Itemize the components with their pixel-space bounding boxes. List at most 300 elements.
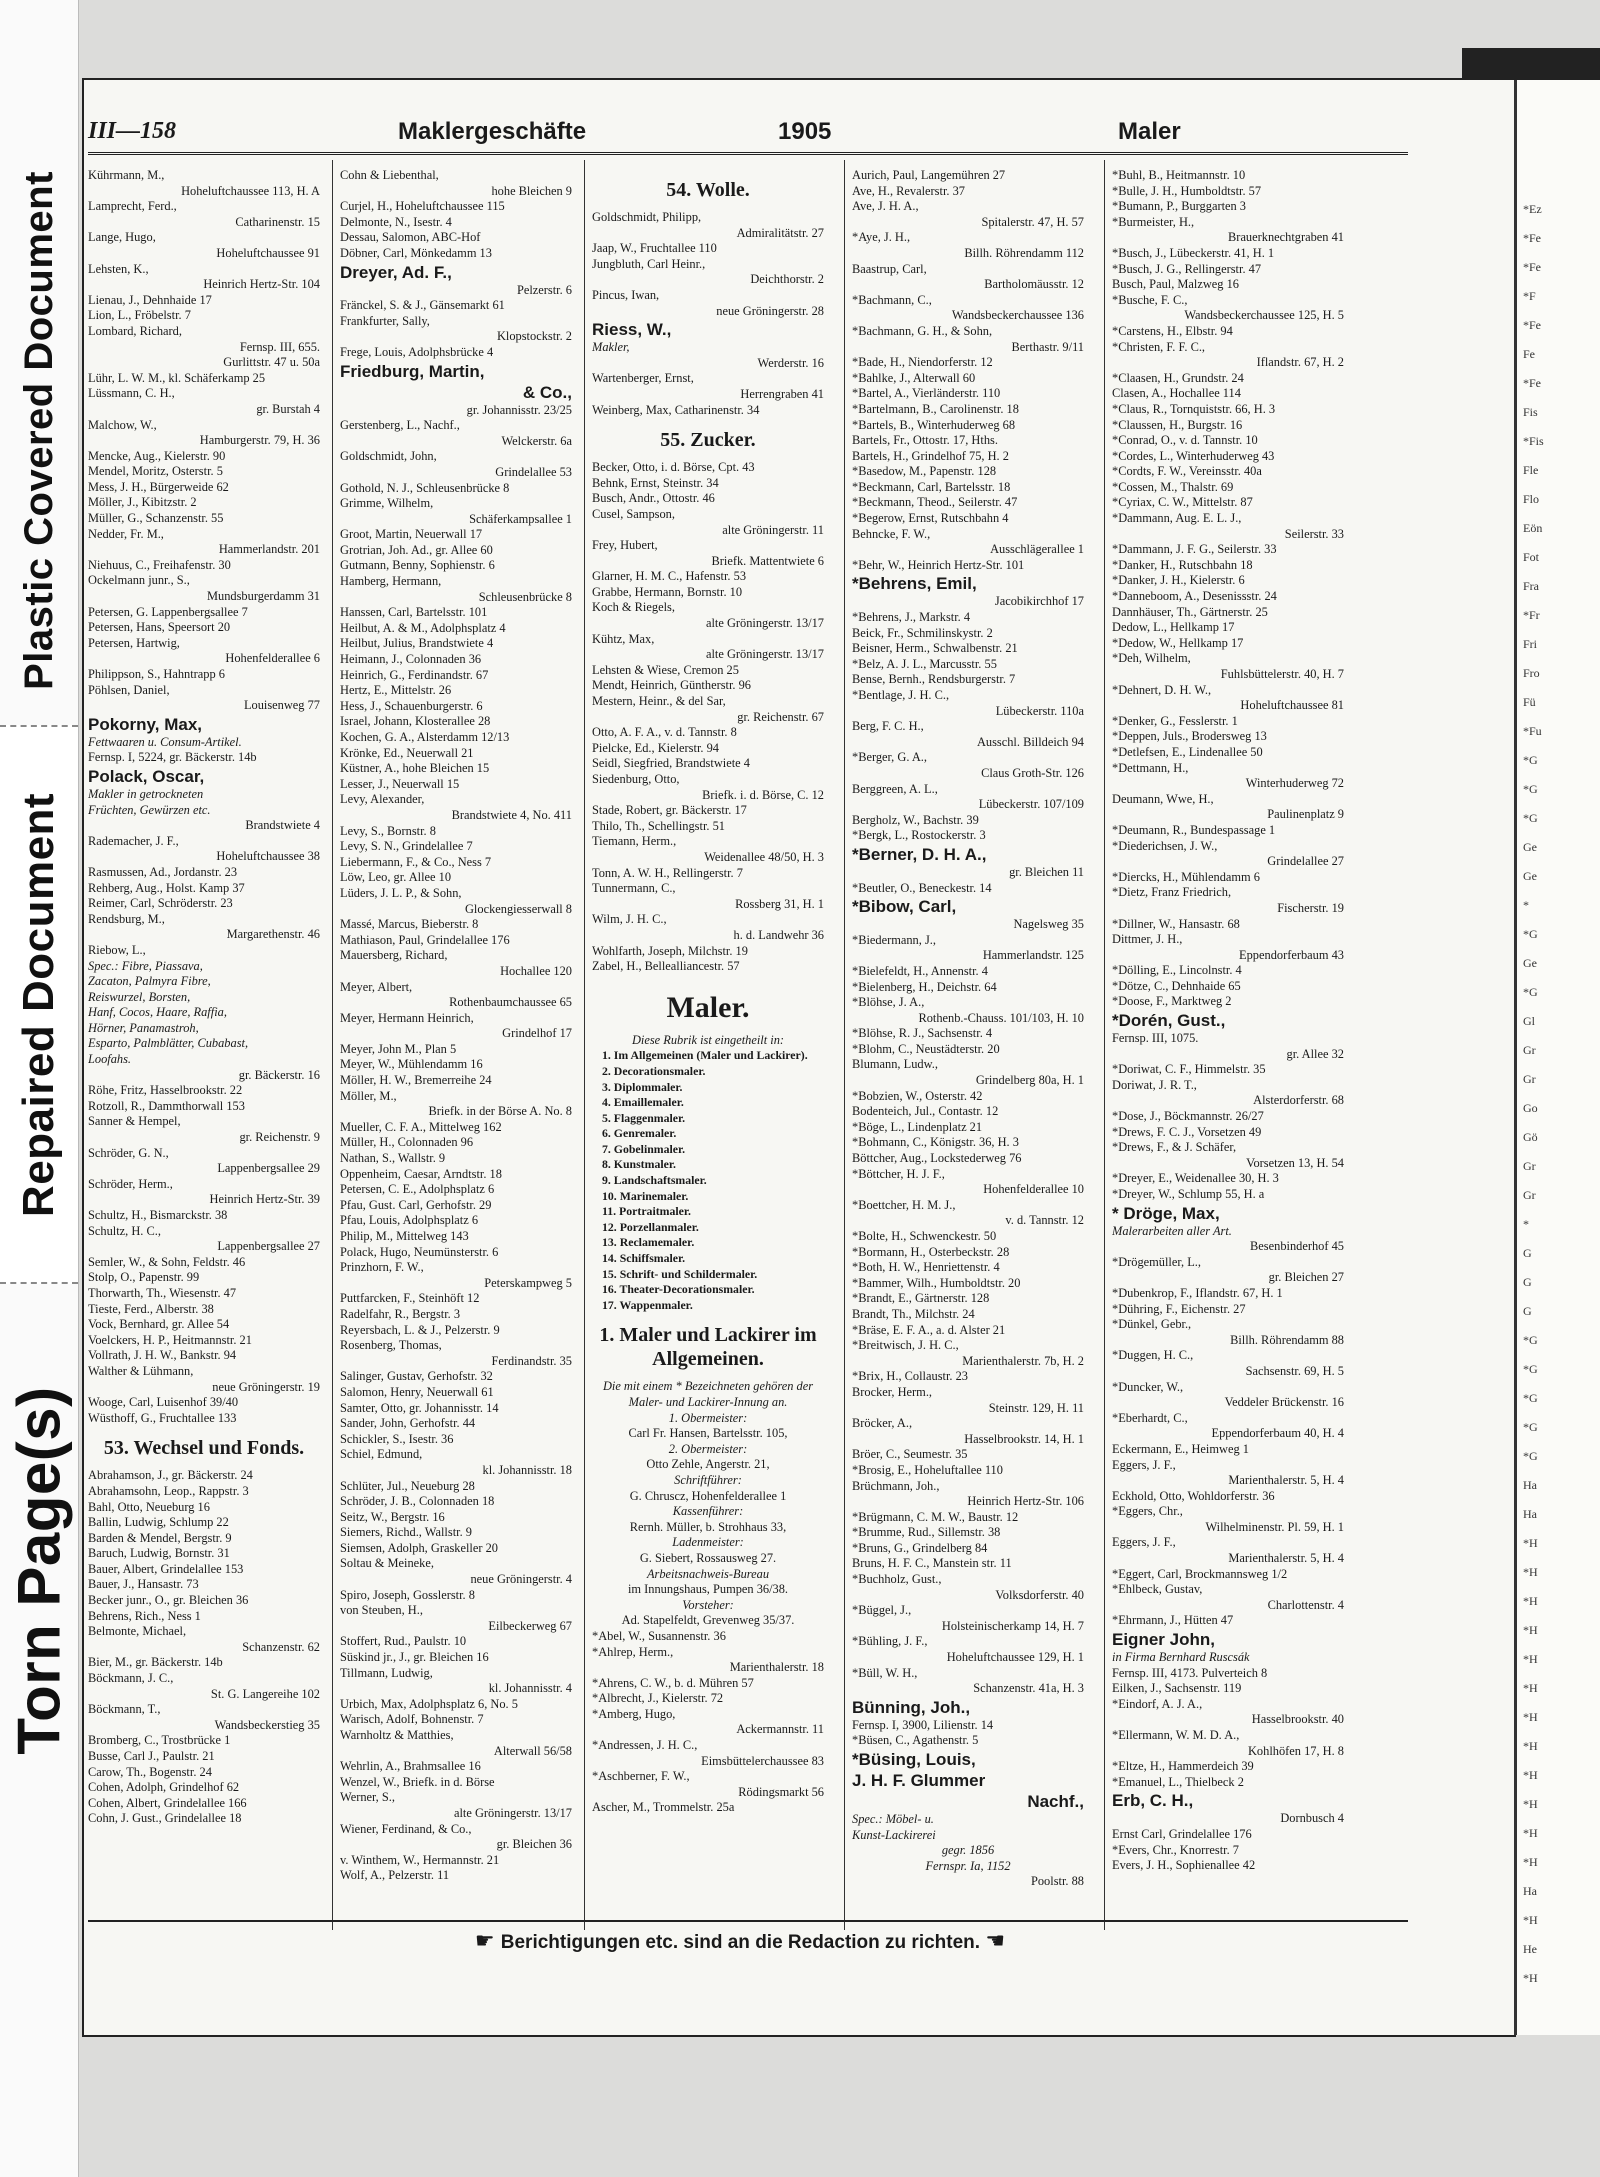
- listing-line: Eggers, J. F.,: [1112, 1457, 1176, 1472]
- listing-line: Böttcher, Aug., Lockstederweg 76: [852, 1151, 1022, 1166]
- listing-line: Hanssen, Carl, Bartelsstr. 101: [340, 605, 488, 620]
- listing-line: Hasselbrookstr. 40: [1251, 1712, 1344, 1727]
- listing-line: Rothenbaumchaussee 65: [449, 995, 572, 1010]
- listing-line: *Dehnert, D. H. W.,: [1112, 682, 1212, 697]
- listing-line: *Bentlage, J. H. C.,: [852, 688, 950, 702]
- listing-line: Wüsthoff, G., Fruchtallee 133: [88, 1410, 237, 1425]
- listing-line: Busch, Paul, Malzweg 16: [1112, 277, 1239, 292]
- listing-line: Bartels, Fr., Ottostr. 17, Hths.: [852, 433, 998, 448]
- listing-line: Nedder, Fr. M.,: [88, 526, 164, 541]
- column-1: [88, 168, 320, 1923]
- listing-line: *Claussen, H., Burgstr. 16: [1112, 417, 1243, 432]
- listing-line: Vock, Bernhard, gr. Allee 54: [88, 1317, 230, 1332]
- adjacent-page-fragment: *Fe: [1523, 231, 1541, 245]
- adjacent-page-fragment: *Ez: [1523, 202, 1542, 216]
- listing-line: Semler, W., & Sohn, Feldstr. 46: [88, 1254, 246, 1269]
- listing-line: Mauersberg, Richard,: [340, 948, 448, 963]
- listing-line: Tunnermann, C.,: [592, 881, 676, 896]
- listing-line: *Duggen, H. C.,: [1112, 1348, 1194, 1363]
- adjacent-page-fragment: *G: [1523, 985, 1538, 999]
- listing-line: *Bräse, E. F. A., a. d. Alster 21: [852, 1322, 1006, 1337]
- listing-line: Hoheluftchaussee 91: [216, 245, 320, 260]
- listing-line: Niehuus, C., Freihafenstr. 30: [88, 557, 231, 572]
- listing-line: *Dötze, C., Dehnhaide 65: [1112, 978, 1241, 993]
- adjacent-page-fragment: *G: [1523, 1391, 1538, 1405]
- listing-line: *Bartels, B., Winterhuderweg 68: [852, 417, 1016, 432]
- adjacent-page-fragment: G: [1523, 1246, 1532, 1260]
- listing-line: Nagelsweg 35: [1013, 917, 1084, 932]
- listing-line: *Aye, J. H.,: [852, 230, 911, 245]
- footer-rule: [88, 1920, 1408, 1922]
- adjacent-page-fragment: Fe: [1523, 347, 1535, 361]
- listing-line: Weidenallee 48/50, H. 3: [704, 849, 824, 864]
- footer-text: Berichtigungen etc. sind an die Redaction zu richten.: [500, 1932, 981, 1953]
- listing-line: Sachsenstr. 69, H. 5: [1245, 1363, 1344, 1378]
- listing-line: *Bachmann, G. H., & Sohn,: [852, 323, 993, 338]
- listing-line: *Buhl, B., Heitmannstr. 10: [1112, 168, 1246, 182]
- listing-line: Catharinenstr. 15: [235, 214, 320, 229]
- listing-line: Hammerlandstr. 201: [218, 542, 320, 557]
- adjacent-page-fragment: *H: [1523, 1768, 1538, 1782]
- listing-line: Brocker, Herm.,: [852, 1384, 933, 1399]
- listing-line: Briefk. i. d. Börse, C. 12: [702, 787, 824, 802]
- listing-line: Ackermannstr. 11: [736, 1722, 824, 1737]
- listing-line: Lesser, J., Neuerwall 15: [340, 776, 460, 791]
- listing-line: Busse, Carl J., Paulstr. 21: [88, 1749, 215, 1763]
- officer-line: Carl Fr. Hansen, Bartelsstr. 105,: [628, 1426, 788, 1441]
- adjacent-page-fragment: Gr: [1523, 1159, 1536, 1173]
- listing-line: Küstner, A., hohe Bleichen 15: [340, 761, 490, 776]
- listing-line: Brüchmann, Joh.,: [852, 1478, 940, 1493]
- highlighted-listing: Nachf.,: [1027, 1792, 1084, 1811]
- listing-line: Briefk. Mattentwiete 6: [711, 553, 824, 568]
- category-list-item: 14. Schiffsmaler.: [602, 1251, 686, 1266]
- listing-line: alte Gröningerstr. 11: [722, 522, 824, 537]
- listing-line: Bense, Bernh., Rendsburgerstr. 7: [852, 672, 1016, 687]
- listing-line: *Emanuel, L., Thielbeck 2: [1112, 1774, 1244, 1789]
- repaired-document-text: Repaired Document: [14, 792, 64, 1217]
- listing-line: Bröcker, A.,: [852, 1416, 913, 1431]
- listing-line: Hamberg, Hermann,: [340, 574, 442, 589]
- category-list-item: 2. Decorationsmaler.: [602, 1063, 706, 1078]
- listing-line: *Bade, H., Niendorferstr. 12: [852, 355, 993, 370]
- listing-line: *Brügmann, C. M. W., Baustr. 12: [852, 1509, 1019, 1524]
- adjacent-page-fragment: *Fe: [1523, 318, 1541, 332]
- listing-line: *Aschberner, F. W.,: [592, 1769, 690, 1784]
- listing-line: Fernsp. III, 4173. Pulverteich 8: [1112, 1665, 1268, 1680]
- listing-line: *Brix, H., Collaustr. 23: [852, 1369, 968, 1384]
- listing-line: *Eggers, Chr.,: [1112, 1504, 1183, 1519]
- listing-line: Bahl, Otto, Neueburg 16: [88, 1499, 210, 1514]
- listing-line: Malchow, W.,: [88, 417, 157, 432]
- listing-line: *Berger, G. A.,: [852, 750, 927, 765]
- adjacent-page-fragment: *H: [1523, 1681, 1538, 1695]
- listing-line: Baruch, Ludwig, Bornstr. 31: [88, 1546, 230, 1561]
- footer-notice: [290, 1928, 1190, 1958]
- adjacent-page-fragment: Fü: [1523, 695, 1536, 709]
- listing-line: Pelzerstr. 6: [516, 282, 572, 297]
- listing-line: Brandstwiete 4, No. 411: [451, 807, 572, 822]
- officer-line: G. Chruscz, Hohenfelderallee 1: [629, 1488, 787, 1503]
- listing-line: gr. Bäckerstr. 16: [238, 1067, 320, 1082]
- adjacent-page-fragment: *G: [1523, 1420, 1538, 1434]
- listing-line: *Böttcher, H. J. F.,: [852, 1166, 945, 1181]
- adjacent-page-fragment: Fot: [1523, 550, 1540, 564]
- listing-line: Wenzel, W., Briefk. in d. Börse: [340, 1774, 495, 1789]
- listing-line: Beisner, Herm., Schwalbenstr. 21: [852, 641, 1018, 656]
- listing-line: Berggreen, A. L.,: [852, 781, 938, 796]
- listing-line: Grindelallee 53: [495, 464, 572, 479]
- adjacent-page-fragment: *H: [1523, 1565, 1538, 1579]
- listing-line: Ballin, Ludwig, Schlump 22: [88, 1515, 229, 1530]
- listing-line: Deumann, Wwe, H.,: [1112, 791, 1214, 806]
- listing-line: Grindelhof 17: [502, 1026, 572, 1041]
- section-heading: 53. Wechsel und Fonds.: [103, 1437, 305, 1460]
- listing-line: Schiel, Edmund,: [340, 1447, 423, 1462]
- listing-line: Berg, F. C. H.,: [852, 719, 924, 734]
- listing-line: *Eggert, Carl, Brockmannsweg 1/2: [1112, 1566, 1288, 1581]
- listing-line: *Ehlbeck, Gustav,: [1112, 1582, 1203, 1597]
- listing-line: *Denker, G., Fesslerstr. 1: [1112, 713, 1238, 728]
- listing-line: Reyersbach, L. & J., Pelzerstr. 9: [340, 1322, 500, 1337]
- listing-line: Volksdorferstr. 40: [995, 1587, 1084, 1602]
- listing-line: Massé, Marcus, Bieberstr. 8: [340, 917, 479, 932]
- listing-line: Aurich, Paul, Langemühren 27: [852, 168, 1006, 182]
- listing-line: Petersen, Hans, Speersort 20: [88, 620, 231, 635]
- trade-section-heading: Maler.: [666, 990, 750, 1024]
- adjacent-page-fragment: Fle: [1523, 463, 1539, 477]
- listing-line: *Ehrmann, J., Hütten 47: [1112, 1613, 1234, 1628]
- listing-line: *Albrecht, J., Kielerstr. 72: [592, 1691, 724, 1706]
- listing-line: *Bergk, L., Rostockerstr. 3: [852, 828, 986, 843]
- listing-line: *Drews, F. C. J., Vorsetzen 49: [1112, 1124, 1262, 1139]
- torn-pages-label: [0, 1310, 78, 1830]
- listing-line: Müller, G., Schanzenstr. 55: [88, 511, 224, 526]
- listing-line: Israel, Johann, Klosterallee 28: [340, 714, 491, 729]
- torn-pages-text: Torn Page(s): [5, 1385, 73, 1755]
- note-line: 1. Obermeister:: [668, 1410, 748, 1425]
- listing-line: Polack, Hugo, Neumünsterstr. 6: [340, 1244, 499, 1259]
- listing-line: Urbich, Max, Adolphsplatz 6, No. 5: [340, 1696, 518, 1711]
- highlighted-listing: *Büsing, Louis,: [852, 1750, 976, 1769]
- listing-line: *Beckmann, Theod., Seilerstr. 47: [852, 495, 1018, 510]
- listing-line: Levy, S. N., Grindelallee 7: [340, 839, 473, 854]
- listing-line: Lombard, Richard,: [88, 323, 182, 338]
- adjacent-page-fragment: *H: [1523, 1855, 1538, 1869]
- listing-line: Sander, John, Gerhofstr. 44: [340, 1416, 476, 1431]
- listing-line: Thorwarth, Th., Wiesenstr. 47: [88, 1285, 237, 1300]
- listing-line: Heilbut, Julius, Brandstwiete 4: [340, 636, 494, 651]
- listing-line: Jungbluth, Carl Heinr.,: [592, 256, 706, 271]
- listing-line: Abrahamson, J., gr. Bäckerstr. 24: [88, 1468, 253, 1483]
- adjacent-page-fragment: *Fis: [1523, 434, 1544, 448]
- listing-line: Rödingsmarkt 56: [738, 1784, 824, 1799]
- adjacent-page-fragment: Gl: [1523, 1014, 1535, 1028]
- listing-line: Bruns, H. F. C., Manstein str. 11: [852, 1556, 1012, 1571]
- category-list-item: 3. Diplommaler.: [602, 1079, 683, 1094]
- plastic-covered-label: [0, 160, 78, 700]
- listing-line: alte Gröningerstr. 13/17: [705, 616, 824, 631]
- listing-line: Rehberg, Aug., Holst. Kamp 37: [88, 880, 245, 895]
- listing-line: *Ahlrep, Herm.,: [592, 1644, 674, 1659]
- listing-line: Fernsp. I, 3900, Lilienstr. 14: [852, 1717, 994, 1732]
- listing-line: *Drögemüller, L.,: [1112, 1254, 1201, 1269]
- listing-line: Tieste, Ferd., Alberstr. 38: [88, 1301, 214, 1316]
- adjacent-page-fragment: G: [1523, 1304, 1532, 1318]
- listing-line: Mestern, Heinr., & del Sar,: [592, 694, 726, 709]
- listing-line: Soltau & Meineke,: [340, 1556, 434, 1571]
- adjacent-page-fragment: *H: [1523, 1739, 1538, 1753]
- listing-line: *Dedow, W., Hellkamp 17: [1112, 635, 1244, 650]
- listing-line: Holsteinischerkamp 14, H. 7: [941, 1618, 1084, 1633]
- adjacent-page-fragment: *G: [1523, 782, 1538, 796]
- adjacent-page-fragment: Gr: [1523, 1188, 1536, 1202]
- listing-line: Seilerstr. 33: [1284, 526, 1344, 541]
- listing-line: Tillmann, Ludwig,: [340, 1665, 433, 1680]
- listing-line: *Beckmann, Carl, Bartelsstr. 18: [852, 479, 1011, 494]
- listing-line: *Deh, Wilhelm,: [1112, 651, 1191, 666]
- listing-line: Groot, Martin, Neuerwall 17: [340, 527, 483, 542]
- listing-line: Petersen, Hartwig,: [88, 635, 180, 650]
- listing-line: Eckermann, E., Heimweg 1: [1112, 1441, 1249, 1456]
- listing-line: *Claus, R., Tornquiststr. 66, H. 3: [1112, 401, 1276, 416]
- listing-line: Bröer, C., Seumestr. 35: [852, 1447, 968, 1462]
- listing-line: Möller, H. W., Bremerreihe 24: [340, 1073, 492, 1088]
- highlighted-listing: Bünning, Joh.,: [852, 1697, 971, 1717]
- listing-line: Kührmann, M.,: [88, 168, 165, 182]
- note-line: 2. Obermeister:: [668, 1441, 748, 1456]
- listing-line: Glarner, H. M. C., Hafenstr. 53: [592, 569, 747, 584]
- listing-line: Meyer, Hermann Heinrich,: [340, 1010, 474, 1025]
- listing-line: *Bruns, G., Grindelberg 84: [852, 1540, 988, 1555]
- listing-line: Goldschmidt, Philipp,: [592, 210, 702, 224]
- listing-line: Werderstr. 16: [757, 355, 824, 370]
- listing-line: *Böge, L., Lindenplatz 21: [852, 1119, 983, 1134]
- listing-line: Grindelberg 80a, H. 1: [975, 1073, 1084, 1088]
- listing-line: Wolf, A., Pelzerstr. 11: [340, 1868, 450, 1883]
- listing-line: Hanf, Cocos, Haare, Raffia,: [88, 1005, 227, 1020]
- listing-line: Bergholz, W., Bachstr. 39: [852, 812, 979, 827]
- listing-line: Alterwall 56/58: [493, 1743, 572, 1758]
- listing-line: *Boettcher, H. M. J.,: [852, 1197, 956, 1212]
- adjacent-page-fragment: *H: [1523, 1594, 1538, 1608]
- category-list-item: 8. Kunstmaler.: [602, 1157, 676, 1172]
- listing-line: Makler in getrockneten: [88, 786, 204, 801]
- listing-line: Rothenb.-Chauss. 101/103, H. 10: [918, 1010, 1084, 1025]
- listing-line: Vorsetzen 13, H. 54: [1246, 1155, 1344, 1170]
- adjacent-page-edge: [1514, 80, 1600, 2035]
- adjacent-page-fragment: Gr: [1523, 1043, 1536, 1057]
- listing-line: Lübeckerstr. 110a: [995, 703, 1084, 718]
- listing-line: *Both, H. W., Henriettenstr. 4: [852, 1260, 1000, 1275]
- note-line: gegr. 1856: [941, 1843, 995, 1858]
- adjacent-page-fragment: Fra: [1523, 579, 1539, 593]
- officer-line: im Innungshaus, Pumpen 36/38.: [627, 1582, 789, 1597]
- adjacent-page-fragment: *H: [1523, 1623, 1538, 1637]
- column-divider: [332, 160, 333, 1930]
- listing-line: Mencke, Aug., Kielerstr. 90: [88, 448, 226, 463]
- listing-line: *Cyriax, C. W., Mittelstr. 87: [1112, 495, 1253, 510]
- listing-line: Hohenfelderallee 6: [225, 651, 320, 666]
- listing-line: Eppendorferbaum 40, H. 4: [1211, 1426, 1344, 1441]
- listing-line: *Behr, W., Heinrich Hertz-Str. 101: [852, 557, 1025, 572]
- listing-line: Margarethenstr. 46: [226, 927, 320, 942]
- category-list-item: 4. Emaillemaler.: [602, 1095, 684, 1110]
- listing-line: *Bohmann, C., Königstr. 36, H. 3: [852, 1135, 1019, 1150]
- listing-line: Samter, Otto, gr. Johannisstr. 14: [340, 1400, 499, 1415]
- section-heading: 1. Maler und Lackirer im Allgemeinen.: [599, 1324, 817, 1371]
- listing-line: Grotrian, Joh. Ad., gr. Allee 60: [340, 542, 493, 557]
- listing-line: Döbner, Carl, Mönkedamm 13: [340, 245, 492, 260]
- listing-line: Kühtz, Max,: [592, 631, 655, 646]
- listing-line: Spitalerstr. 47, H. 57: [981, 214, 1084, 229]
- listing-line: Heinrich Hertz-Str. 104: [203, 277, 320, 292]
- page-header: [88, 112, 1408, 155]
- listing-line: *Diederichsen, J. W.,: [1112, 838, 1218, 853]
- adjacent-page-fragment: Ha: [1523, 1507, 1537, 1521]
- listing-line: Walther & Lühmann,: [88, 1363, 194, 1378]
- listing-line: Petersen, G. Lappenbergsallee 7: [88, 604, 248, 619]
- listing-line: *Blöhse, J. A.,: [852, 995, 925, 1010]
- listing-line: Herrengraben 41: [740, 386, 824, 401]
- listing-line: Ave, H., Revalerstr. 37: [852, 183, 965, 198]
- listing-line: Bartholomäusstr. 12: [984, 277, 1084, 292]
- listing-line: gr. Bleichen 11: [1009, 864, 1084, 879]
- listing-line: Marienthalerstr. 5, H. 4: [1228, 1473, 1344, 1488]
- listing-line: Becker junr., O., gr. Bleichen 36: [88, 1593, 249, 1608]
- listing-line: *Basedow, M., Papenstr. 128: [852, 464, 997, 479]
- listing-line: gr. Bleichen 36: [496, 1837, 572, 1852]
- listing-line: Wooge, Carl, Luisenhof 39/40: [88, 1395, 239, 1410]
- listing-line: Cohn & Liebenthal,: [340, 168, 439, 182]
- adjacent-page-fragment: Gr: [1523, 1072, 1536, 1086]
- listing-line: *Andressen, J. H. C.,: [592, 1738, 698, 1753]
- listing-line: Schickler, S., Isestr. 36: [340, 1431, 454, 1446]
- listing-line: *Belz, A. J. L., Marcusstr. 55: [852, 656, 997, 671]
- adjacent-page-fragment: *G: [1523, 1449, 1538, 1463]
- listing-line: v. Winthem, W., Hermannstr. 21: [340, 1852, 500, 1867]
- listing-line: *Bammer, Wilh., Humboldtstr. 20: [852, 1275, 1021, 1290]
- listing-line: Fernsp. III, 1075.: [1112, 1031, 1199, 1046]
- listing-line: Lamprecht, Ferd.,: [88, 199, 177, 214]
- listing-line: Behrens, Rich., Ness 1: [88, 1608, 201, 1623]
- listing-line: Dessau, Salomon, ABC-Hof: [340, 230, 481, 245]
- listing-line: Frege, Louis, Adolphsbrücke 4: [340, 344, 494, 359]
- listing-line: Marienthalerstr. 18: [729, 1660, 824, 1675]
- listing-line: *Eberhardt, C.,: [1112, 1410, 1188, 1425]
- category-list-item: 12. Porzellanmaler.: [602, 1219, 699, 1234]
- highlighted-listing: Pokorny, Max,: [88, 714, 202, 734]
- listing-line: Spec.: Möbel- u.: [852, 1812, 934, 1826]
- listing-line: *Bolte, H., Schwenckestr. 50: [852, 1229, 997, 1243]
- listing-line: Schröder, G. N.,: [88, 1145, 169, 1160]
- adjacent-page-fragment: Ha: [1523, 1478, 1537, 1492]
- listing-line: Mathiason, Paul, Grindelallee 176: [340, 932, 510, 947]
- repaired-document-label: [0, 725, 78, 1284]
- listing-line: Mundsburgerdamm 31: [207, 589, 320, 604]
- adjacent-page-fragment: *H: [1523, 1652, 1538, 1666]
- officer-line: Otto Zehle, Angerstr. 21,: [646, 1457, 770, 1472]
- listing-line: *Burmeister, H.,: [1112, 214, 1195, 229]
- column-2: [340, 168, 572, 1923]
- listing-line: *Dammann, Aug. E. L. J.,: [1112, 511, 1242, 526]
- listing-line: gr. Allee 32: [1286, 1046, 1344, 1061]
- listing-line: Lange, Hugo,: [88, 230, 156, 245]
- listing-line: Blumann, Ludw.,: [852, 1057, 938, 1072]
- listing-line: Puttfarcken, F., Steinhöft 12: [340, 1291, 480, 1306]
- adjacent-page-fragment: *G: [1523, 927, 1538, 941]
- listing-line: Frey, Hubert,: [592, 538, 658, 553]
- listing-line: Siemsen, Adolph, Graskeller 20: [340, 1540, 498, 1555]
- listing-line: *Danneboom, A., Desenissstr. 24: [1112, 589, 1277, 604]
- listing-line: Briefk. in der Börse A. No. 8: [428, 1104, 572, 1119]
- listing-line: Delmonte, N., Isestr. 4: [340, 214, 452, 229]
- listing-line: Doriwat, J. R. T.,: [1112, 1077, 1197, 1092]
- listing-line: Kunst-Lackirerei: [852, 1827, 936, 1842]
- note-line: Arbeitsnachweis-Bureau: [646, 1566, 770, 1581]
- listing-line: *Behrens, J., Markstr. 4: [852, 610, 971, 625]
- listing-line: Kohlhöfen 17, H. 8: [1247, 1743, 1344, 1758]
- listing-line: Goldschmidt, John,: [340, 449, 437, 464]
- listing-line: Gerstenberg, L., Nachf.,: [340, 418, 460, 433]
- listing-line: Hochallee 120: [500, 963, 572, 978]
- listing-line: Winterhuderweg 72: [1245, 776, 1344, 791]
- listing-line: Heilbut, A. & M., Adolphsplatz 4: [340, 620, 506, 635]
- listing-line: Mendt, Heinrich, Güntherstr. 96: [592, 678, 751, 693]
- listing-line: *Abel, W., Susannenstr. 36: [592, 1628, 726, 1643]
- listing-line: *Cossen, M., Thalstr. 69: [1112, 479, 1234, 494]
- listing-line: Schäferkampsallee 1: [469, 511, 572, 526]
- note-line: Vorsteher:: [682, 1597, 734, 1612]
- officer-line: Rernh. Müller, b. Strohhaus 33,: [629, 1519, 787, 1534]
- adjacent-page-fragment: *H: [1523, 1536, 1538, 1550]
- listing-line: Ockelmann junr., S.,: [88, 573, 190, 588]
- listing-line: *Bielefeldt, H., Annenstr. 4: [852, 963, 988, 978]
- listing-line: Eggers, J. F.,: [1112, 1535, 1176, 1550]
- adjacent-page-fragment: *H: [1523, 1797, 1538, 1811]
- listing-line: Böckmann, T.,: [88, 1702, 161, 1717]
- listing-line: *Busch, J. G., Rellingerstr. 47: [1112, 261, 1262, 276]
- listing-line: Wohlfarth, Joseph, Milchstr. 19: [592, 943, 748, 958]
- listing-line: *Busch, J., Lübeckerstr. 41, H. 1: [1112, 245, 1275, 260]
- officer-line: G. Siebert, Rossausweg 27.: [639, 1550, 777, 1565]
- listing-line: *Dünkel, Gebr.,: [1112, 1317, 1192, 1332]
- adjacent-page-fragment: *Fe: [1523, 260, 1541, 274]
- listing-line: Poolstr. 88: [1030, 1874, 1084, 1889]
- listing-line: *Danker, J. H., Kielerstr. 6: [1112, 573, 1245, 588]
- listing-line: Besenbinderhof 45: [1250, 1239, 1344, 1254]
- listing-line: Fernsp. I, 5224, gr. Bäckerstr. 14b: [88, 750, 257, 765]
- listing-line: Löw, Leo, gr. Allee 10: [340, 870, 452, 885]
- listing-line: gr. Burstah 4: [256, 401, 320, 416]
- listing-line: *Drews, F., & J. Schäfer,: [1112, 1140, 1237, 1155]
- listing-line: Hess, J., Schauenburgerstr. 6: [340, 698, 483, 713]
- page-number: III—158: [88, 118, 177, 144]
- adjacent-page-fragment: *G: [1523, 1333, 1538, 1347]
- listing-line: Eckhold, Otto, Wohldorferstr. 36: [1112, 1488, 1275, 1503]
- listing-line: *Dreyer, W., Schlump 55, H. a: [1112, 1187, 1265, 1201]
- listing-line: Fernsp. III, 655.: [239, 339, 320, 354]
- listing-line: Mendel, Moritz, Osterstr. 5: [88, 464, 223, 479]
- listing-line: Lüssmann, C. H.,: [88, 386, 175, 401]
- adjacent-page-fragment: *H: [1523, 1913, 1538, 1927]
- listing-line: *Dettmann, H.,: [1112, 760, 1189, 775]
- listing-line: Rosenberg, Thomas,: [340, 1338, 442, 1353]
- listing-line: Fettwaaren u. Consum-Artikel.: [88, 734, 242, 749]
- listing-line: Pielcke, Ed., Kielerstr. 94: [592, 740, 719, 755]
- listing-line: Peterskampweg 5: [484, 1275, 572, 1290]
- condition-label-strip: [0, 0, 79, 2177]
